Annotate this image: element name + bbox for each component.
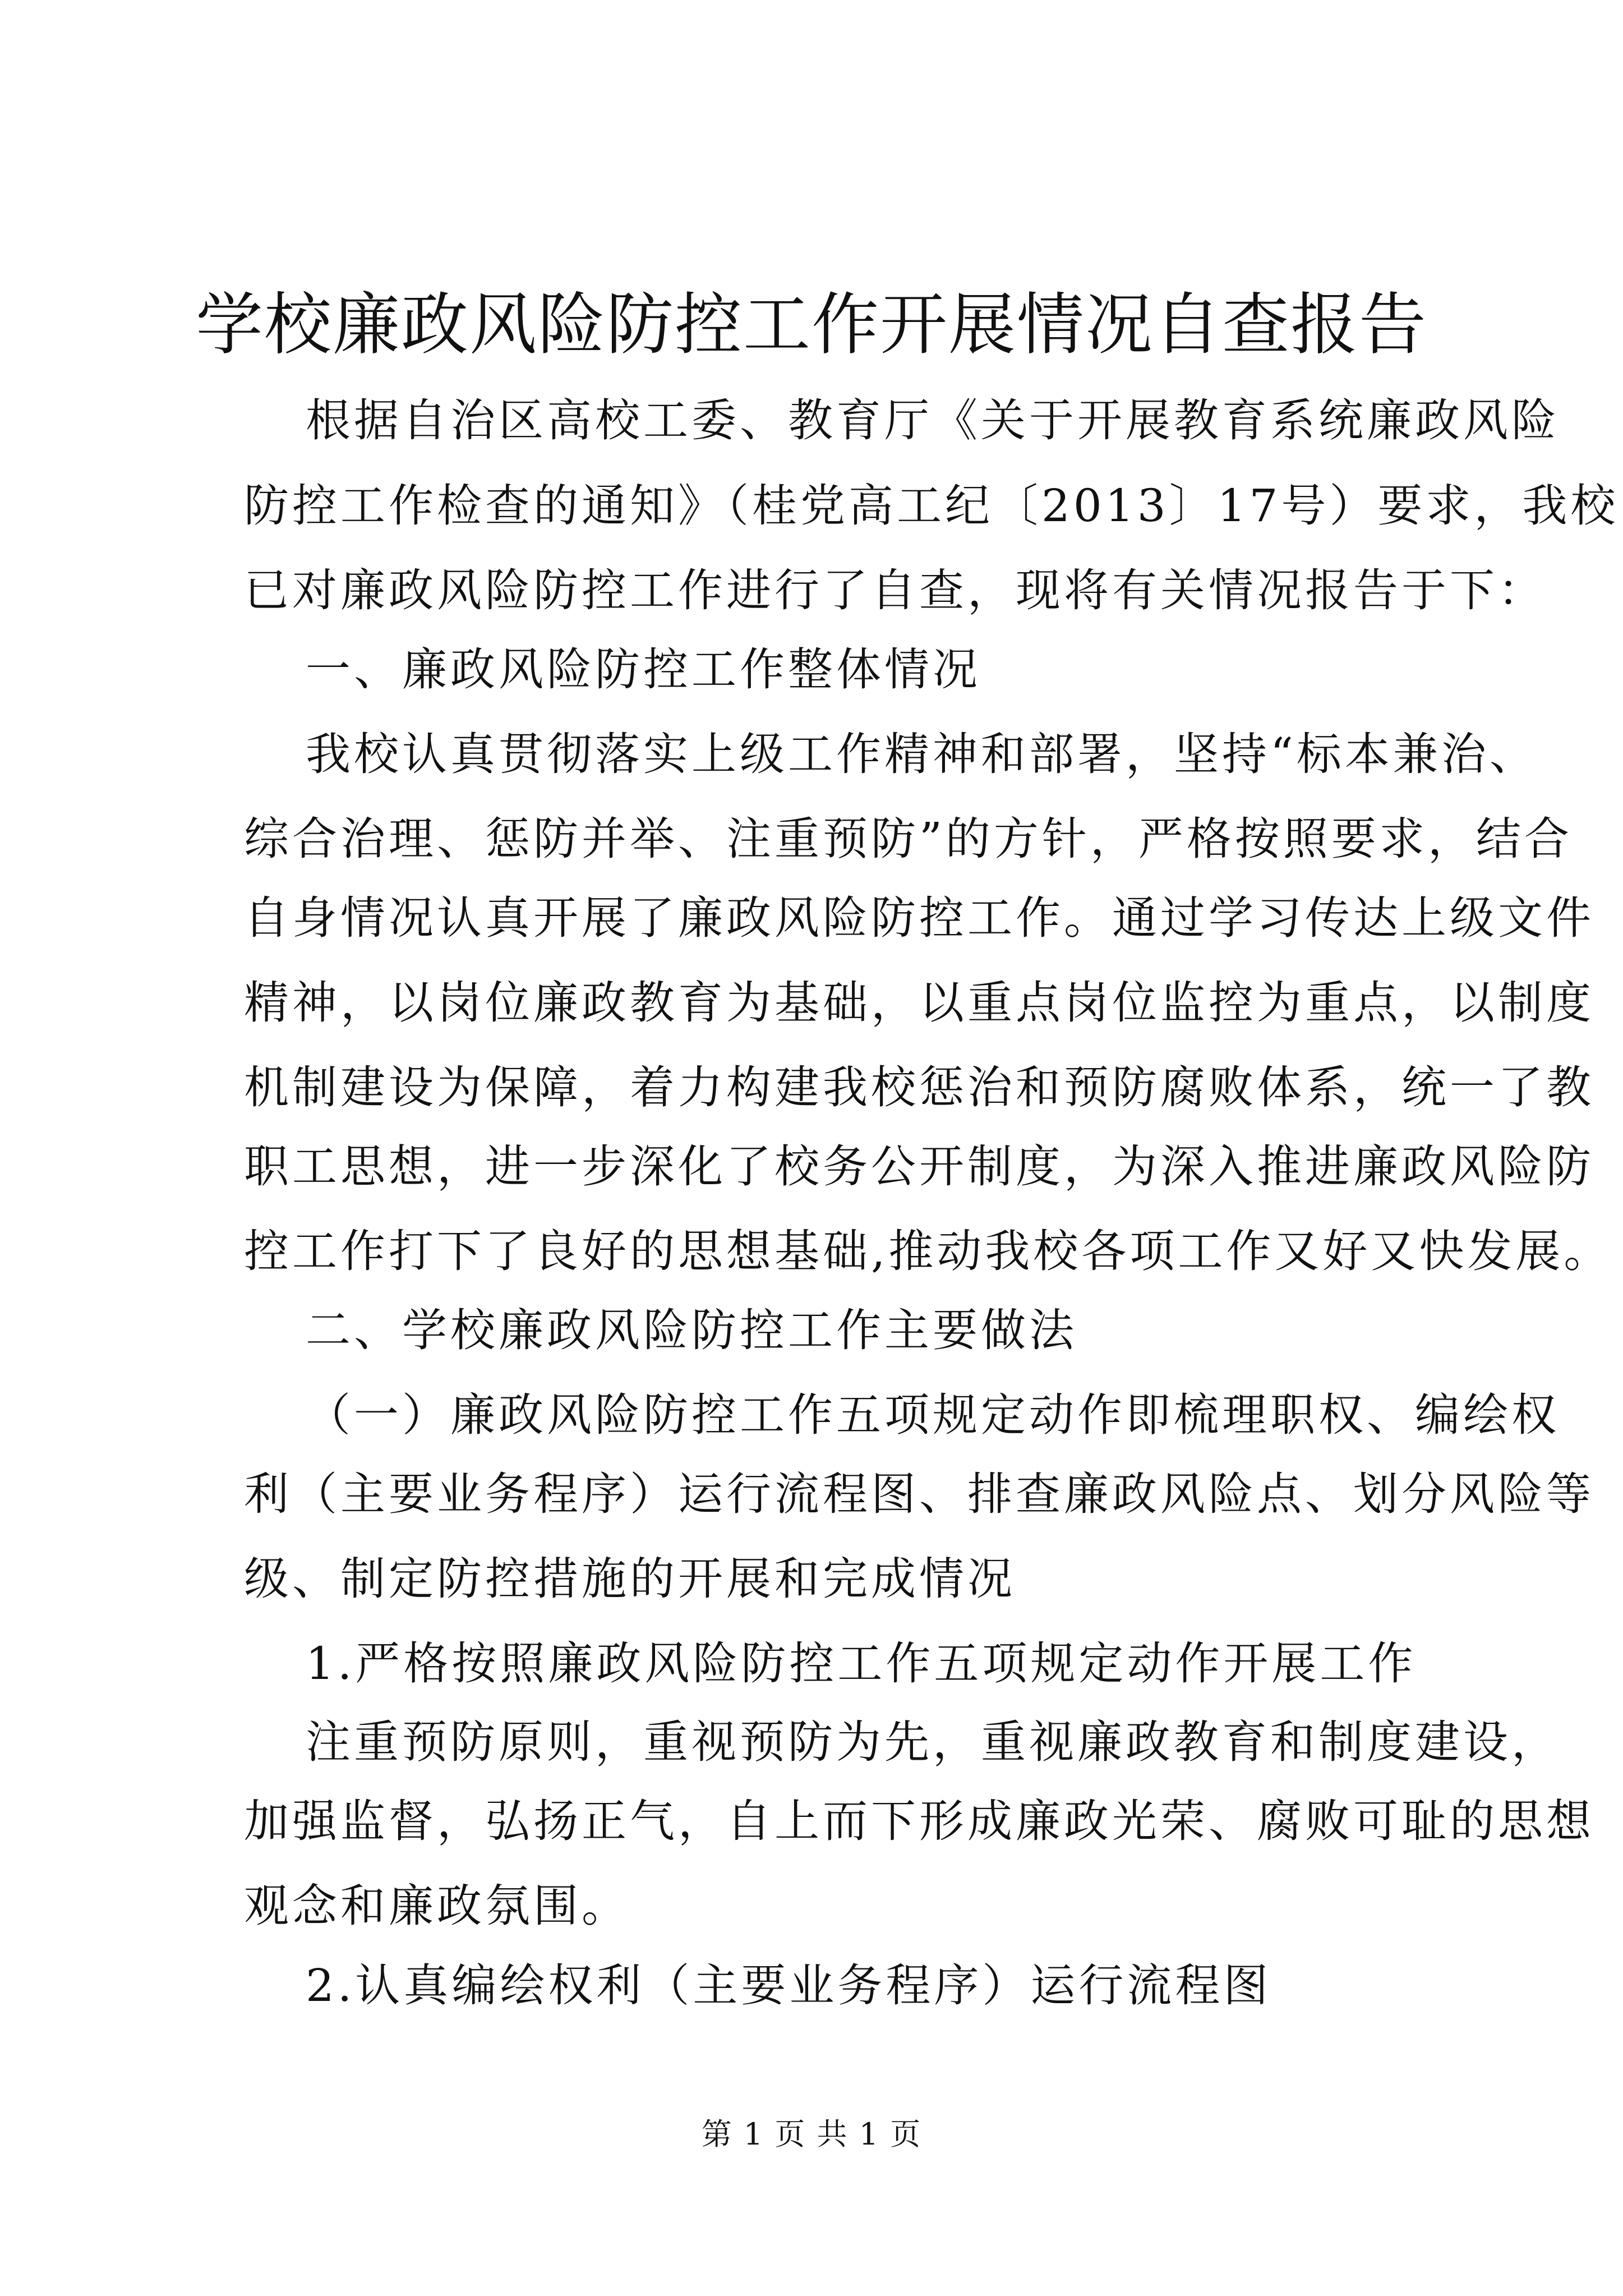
- section-heading: 二、学校廉政风险防控工作主要做法: [306, 1304, 1077, 1356]
- subsection-heading: 级、制定防控措施的开展和完成情况: [244, 1553, 1016, 1605]
- subsection-heading: 利（主要业务程序）运行流程图、排查廉政风险点、划分风险等: [244, 1468, 1594, 1520]
- item-heading: 1.严格按照廉政风险防控工作五项规定动作开展工作: [306, 1637, 1417, 1690]
- paragraph-line: 注重预防原则，重视预防为先，重视廉政教育和制度建设，: [306, 1716, 1560, 1768]
- paragraph-line: 已对廉政风险防控工作进行了自查，现将有关情况报告于下：: [244, 564, 1546, 616]
- paragraph-line: 加强监督，弘扬正气，自上而下形成廉政光荣、腐败可耻的思想: [244, 1795, 1594, 1847]
- paragraph-line: 精神，以岗位廉政教育为基础，以重点岗位监控为重点，以制度: [244, 977, 1594, 1029]
- paragraph-line: 观念和廉政氛围。: [244, 1880, 630, 1932]
- subsection-heading: （一）廉政风险防控工作五项规定动作即梳理职权、编绘权: [306, 1389, 1560, 1441]
- section-heading: 一、廉政风险防控工作整体情况: [306, 643, 981, 696]
- paragraph-line: 职工思想，进一步深化了校务公开制度，为深入推进廉政风险防: [244, 1140, 1594, 1193]
- paragraph-line: 机制建设为保障，着力构建我校惩治和预防腐败体系，统一了教: [244, 1061, 1594, 1114]
- page-footer: 第 1 页 共 1 页: [701, 2116, 922, 2152]
- page-title: 学校廉政风险防控工作开展情况自查报告: [196, 286, 1427, 364]
- paragraph-line: 我校认真贯彻落实上级工作精神和部署，坚持“标本兼治、: [306, 728, 1538, 780]
- paragraph-line: 自身情况认真开展了廉政风险防控工作。通过学习传达上级文件: [244, 892, 1594, 944]
- paragraph-line: 综合治理、惩防并举、注重预防”的方针，严格按照要求，结合: [244, 813, 1573, 865]
- paragraph-line: 控工作打下了良好的思想基础,推动我校各项工作又好又快发展。: [244, 1225, 1612, 1277]
- paragraph-line: 根据自治区高校工委、教育厅《关于开展教育系统廉政风险: [306, 394, 1560, 447]
- paragraph-line: 防控工作检查的通知》（桂党高工纪〔2013〕17号）要求，我校: [244, 480, 1619, 532]
- item-heading: 2.认真编绘权利（主要业务程序）运行流程图: [306, 1959, 1272, 2012]
